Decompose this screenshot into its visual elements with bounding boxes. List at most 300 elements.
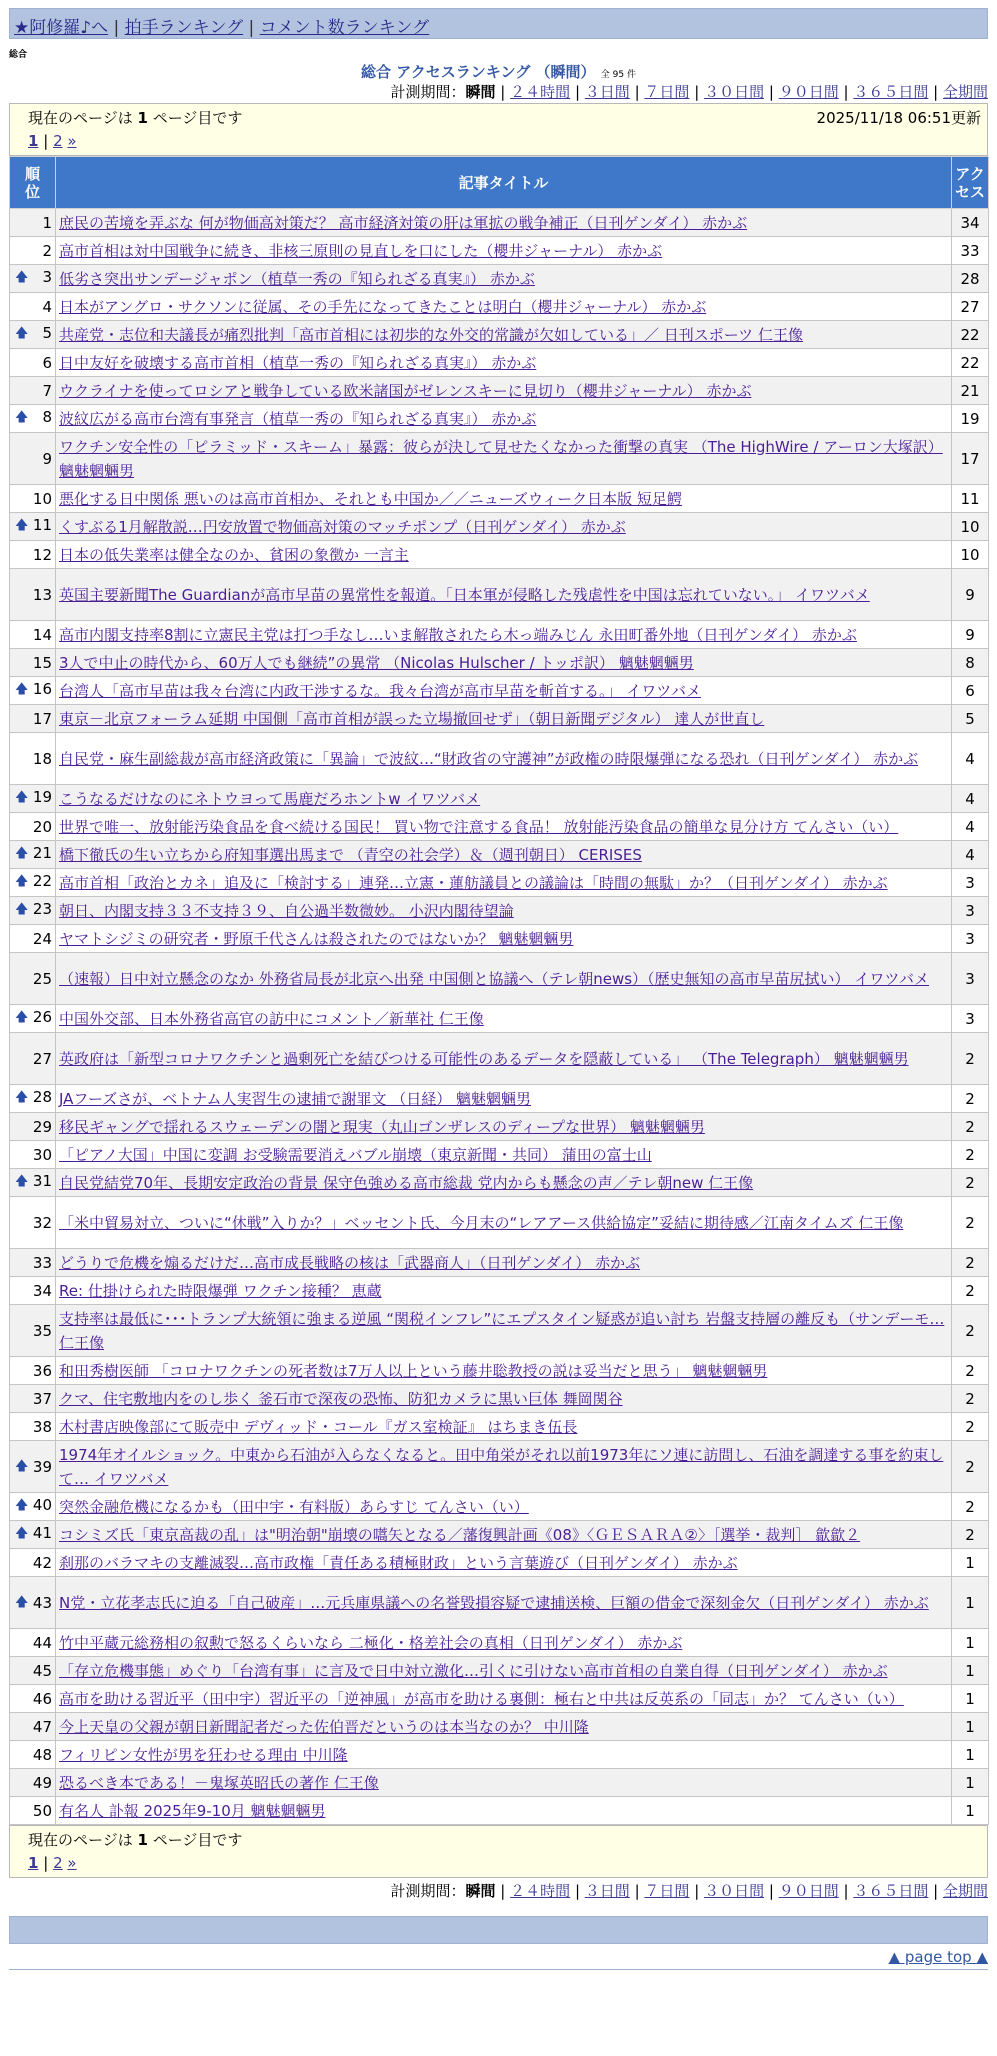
table-row xyxy=(10,209,989,237)
next-page-link[interactable]: » xyxy=(67,132,77,150)
rank-up-arrow-icon: 🡅 xyxy=(15,1594,29,1610)
top-nav xyxy=(9,8,988,39)
article-link[interactable]: 庶民の苦境を弄ぶな 何が物価高対策だ？ 高市経済対策の肝は軍拡の戦争補正（日刊ゲンダイ） 赤かぶ xyxy=(59,214,748,232)
rank-cell xyxy=(10,513,56,541)
access-count: 4 xyxy=(952,785,989,813)
rank-cell xyxy=(10,1385,56,1413)
article-link[interactable]: 英政府は「新型コロナワクチンと過剰死亡を結びつける可能性のあるデータを隠蔽している」 （The Telegraph） 魑魅魍魎男 xyxy=(59,1049,909,1068)
article-link[interactable]: 恐るべき本である！－鬼塚英昭氏の著作 仁王像 xyxy=(59,1774,379,1792)
article-link[interactable]: 高市首相「政治とカネ」追及に「検討する」連発…立憲・蓮舫議員との議論は「時間の無駄」か？（日刊ゲンダイ） 赤かぶ xyxy=(59,874,888,892)
access-count: 6 xyxy=(952,677,989,705)
access-count: 2 xyxy=(952,1493,989,1521)
rank-number: 24 xyxy=(32,929,52,948)
rank-cell xyxy=(10,1685,56,1713)
access-count: 4 xyxy=(952,813,989,841)
table-row xyxy=(10,569,989,621)
title-cell xyxy=(56,1685,952,1713)
home-link[interactable]: ★阿修羅♪へ xyxy=(14,18,109,38)
article-link[interactable]: 有名人 訃報 2025年9-10月 魑魅魍魎男 xyxy=(59,1802,326,1820)
access-count: 2 xyxy=(952,1141,989,1169)
rank-cell xyxy=(10,1741,56,1769)
period-link-4[interactable]: ９０日間 xyxy=(778,83,839,101)
page-text-pre: 現在のページは xyxy=(28,109,133,127)
table-row xyxy=(10,1357,989,1385)
access-count: 1 xyxy=(952,1741,989,1769)
title-cell xyxy=(56,1385,952,1413)
access-count: 2 xyxy=(952,1441,989,1493)
table-row xyxy=(10,869,989,897)
period-separator: | xyxy=(768,1882,774,1900)
rank-cell xyxy=(10,1441,56,1493)
period-link-1[interactable]: ３日間 xyxy=(584,1882,630,1900)
period-label: 計測期間： xyxy=(390,83,466,101)
period-separator: | xyxy=(634,1882,640,1900)
article-link[interactable]: こうなるだけなのにネトウヨって馬鹿だろホントw イワツバメ xyxy=(59,790,481,808)
rank-cell xyxy=(10,1657,56,1685)
article-link[interactable]: ヤマトシジミの研究者・野原千代さんは殺されたのではないか？ 魑魅魍魎男 xyxy=(59,930,574,948)
article-link[interactable]: 「米中貿易対立、ついに“休戦”入りか？」ベッセント氏、今月末の“レアアース供給協定”妥結に期待感／江南タイムズ 仁王像 xyxy=(59,1213,904,1232)
access-count: 17 xyxy=(952,433,989,485)
access-count: 19 xyxy=(952,405,989,433)
access-count: 34 xyxy=(952,209,989,237)
rank-number: 11 xyxy=(32,515,52,534)
period-link-4[interactable]: ９０日間 xyxy=(778,1882,839,1900)
period-separator: | xyxy=(843,1882,849,1900)
article-link[interactable]: クマ、住宅敷地内をのし歩く 釜石市で深夜の恐怖、防犯カメラに黒い巨体 舞岡関谷 xyxy=(59,1390,623,1408)
rank-number: 20 xyxy=(32,817,52,836)
rank-number: 28 xyxy=(32,1087,52,1106)
access-count: 2 xyxy=(952,1113,989,1141)
rank-number: 48 xyxy=(32,1745,52,1764)
table-row xyxy=(10,1305,989,1357)
rank-header-text: 順 位 xyxy=(24,164,40,201)
rank-cell xyxy=(10,405,56,433)
next-page-link[interactable]: » xyxy=(67,1854,77,1872)
rank-cell xyxy=(10,1033,56,1085)
title-cell xyxy=(56,925,952,953)
table-row xyxy=(10,349,989,377)
updated-timestamp: 2025/11/18 06:51更新 xyxy=(816,109,981,127)
rank-up-arrow-icon: 🡅 xyxy=(15,325,29,341)
footer-bar xyxy=(9,1916,988,1944)
article-link[interactable]: 中国外交部、日本外務省高官の訪中にコメント／新華社 仁王像 xyxy=(59,1010,484,1028)
access-count: 3 xyxy=(952,897,989,925)
rank-number: 5 xyxy=(42,323,52,342)
rank-up-arrow-icon: 🡅 xyxy=(15,1497,29,1513)
title-cell xyxy=(56,265,952,293)
table-row xyxy=(10,541,989,569)
rank-number: 42 xyxy=(32,1553,52,1572)
period-separator: | xyxy=(933,83,939,101)
rank-cell xyxy=(10,349,56,377)
rank-number: 34 xyxy=(32,1281,52,1300)
period-link-0[interactable]: ２４時間 xyxy=(510,1882,571,1900)
article-link[interactable]: 高市首相は対中国戦争に続き、非核三原則の見直しを口にした（櫻井ジャーナル） 赤かぶ xyxy=(59,242,663,260)
article-link[interactable]: Re: 仕掛けられた時限爆弾 ワクチン接種？ 恵蔵 xyxy=(59,1282,382,1300)
article-link[interactable]: 悪化する日中関係 悪いのは高市首相か、それとも中国か／／ニューズウィーク日本版 短足鰐 xyxy=(59,490,682,508)
article-link[interactable]: 東京－北京フォーラム延期 中国側「高市首相が誤った立場撤回せず」（朝日新聞デジタル） 達人が世直し xyxy=(59,710,765,728)
table-row xyxy=(10,265,989,293)
access-count: 2 xyxy=(952,1277,989,1305)
table-header-row xyxy=(10,157,989,209)
total-count: 全 95 件 xyxy=(600,70,636,80)
access-count: 4 xyxy=(952,841,989,869)
title-cell xyxy=(56,569,952,621)
rank-number: 26 xyxy=(32,1007,52,1026)
rank-up-arrow-icon: 🡅 xyxy=(15,901,29,917)
rank-cell xyxy=(10,1085,56,1113)
pagination-box xyxy=(9,103,988,156)
table-row xyxy=(10,1249,989,1277)
article-link[interactable]: 共産党・志位和夫議長が痛烈批判「高市首相には初歩的な外交的常識が欠如している」／ 日刊スポーツ 仁王像 xyxy=(59,326,803,344)
rank-number: 4 xyxy=(42,297,52,316)
rank-number: 44 xyxy=(32,1633,52,1652)
rank-number: 36 xyxy=(32,1361,52,1380)
title-cell xyxy=(56,1549,952,1577)
table-row xyxy=(10,1685,989,1713)
rank-cell xyxy=(10,569,56,621)
article-link[interactable]: 自民党・麻生副総裁が高市経済政策に「異論」で波紋…“財政省の守護神”が政権の時限爆弾になる恐れ（日刊ゲンダイ） 赤かぶ xyxy=(59,749,919,768)
title-cell xyxy=(56,1169,952,1197)
access-count: 2 xyxy=(952,1033,989,1085)
title-header: 記事タイトル xyxy=(56,157,952,209)
rank-number: 21 xyxy=(32,843,52,862)
table-row xyxy=(10,1033,989,1085)
category-label: 総合 xyxy=(9,50,28,60)
title-cell xyxy=(56,433,952,485)
period-link-5[interactable]: ３６５日間 xyxy=(853,83,929,101)
rank-cell xyxy=(10,621,56,649)
article-link[interactable]: 台湾人「高市早苗は我々台湾に内政干渉するな。我々台湾が高市早苗を斬首する。」 イワツバメ xyxy=(59,682,701,700)
article-link[interactable]: フィリピン女性が男を狂わせる理由 中川隆 xyxy=(59,1746,348,1764)
page-link-2[interactable]: 2 xyxy=(53,132,63,150)
rank-cell xyxy=(10,377,56,405)
rank-number: 1 xyxy=(42,213,52,232)
table-row xyxy=(10,705,989,733)
article-link[interactable]: ウクライナを使ってロシアと戦争している欧米諸国がゼレンスキーに見切り（櫻井ジャーナル） 赤かぶ xyxy=(59,382,752,400)
access-count: 11 xyxy=(952,485,989,513)
rank-number: 32 xyxy=(32,1213,52,1232)
rank-cell xyxy=(10,705,56,733)
period-current: 瞬間 xyxy=(465,1882,496,1900)
rank-cell xyxy=(10,1629,56,1657)
rank-number: 17 xyxy=(32,709,52,728)
article-link[interactable]: 和田秀樹医師 「コロナワクチンの死者数は7万人以上という藤井聡教授の説は妥当だと思う」 魑魅魍魎男 xyxy=(59,1362,768,1380)
table-row xyxy=(10,677,989,705)
title-cell xyxy=(56,1085,952,1113)
rank-number: 30 xyxy=(32,1145,52,1164)
access-count: 27 xyxy=(952,293,989,321)
article-link[interactable]: 竹中平蔵元総務相の叙勲で怒るくらいなら 二極化・格差社会の真相（日刊ゲンダイ） 赤かぶ xyxy=(59,1634,683,1652)
title-cell xyxy=(56,953,952,1005)
rank-number: 3 xyxy=(42,267,52,286)
rank-up-arrow-icon: 🡅 xyxy=(15,517,29,533)
table-row xyxy=(10,897,989,925)
access-header-text: アク セス xyxy=(954,164,985,201)
title-cell xyxy=(56,1493,952,1521)
article-link[interactable]: 今上天皇の父親が朝日新聞記者だった佐伯晋だというのは本当なのか？ 中川隆 xyxy=(59,1718,589,1736)
article-link[interactable]: 英国主要新聞The Guardianが高市早苗の異常性を報道。「日本軍が侵略した残虐性を中国は忘れていない。」 イワツバメ xyxy=(59,585,870,604)
period-link-3[interactable]: ３０日間 xyxy=(704,1882,765,1900)
period-separator: | xyxy=(574,1882,580,1900)
table-row xyxy=(10,321,989,349)
rank-up-arrow-icon: 🡅 xyxy=(15,789,29,805)
rank-number: 23 xyxy=(32,899,52,918)
rank-cell xyxy=(10,897,56,925)
access-count: 1 xyxy=(952,1577,989,1629)
period-selector-bottom xyxy=(9,1880,988,1902)
rank-number: 43 xyxy=(32,1593,52,1612)
rank-number: 35 xyxy=(32,1321,52,1340)
table-row xyxy=(10,1005,989,1033)
rank-cell xyxy=(10,733,56,785)
article-link[interactable]: 世界で唯一、放射能汚染食品を食べ続ける国民！ 買い物で注意する食品！ 放射能汚染食品の簡単な見分け方 てんさい（い） xyxy=(59,818,899,836)
table-row xyxy=(10,1113,989,1141)
title-cell xyxy=(56,1357,952,1385)
table-row xyxy=(10,377,989,405)
rank-cell xyxy=(10,485,56,513)
rank-cell xyxy=(10,321,56,349)
table-row xyxy=(10,785,989,813)
period-link-2[interactable]: ７日間 xyxy=(644,83,690,101)
rank-up-arrow-icon: 🡅 xyxy=(15,1173,29,1189)
table-row xyxy=(10,1385,989,1413)
rank-number: 18 xyxy=(32,749,52,768)
article-link[interactable]: N党・立花孝志氏に迫る「自己破産」…元兵庫県議への名誉毀損容疑で逮捕送検、巨額の借金で深刻金欠（日刊ゲンダイ） 赤かぶ xyxy=(59,1593,929,1612)
title-cell xyxy=(56,1413,952,1441)
article-link[interactable]: 朝日、内閣支持３３不支持３９、自公過半数微妙。 小沢内閣待望論 xyxy=(59,902,514,920)
title-cell xyxy=(56,785,952,813)
period-separator: | xyxy=(694,1882,700,1900)
rank-number: 7 xyxy=(42,381,52,400)
footer-links xyxy=(9,1944,988,1970)
table-row xyxy=(10,1577,989,1629)
table-row xyxy=(10,1441,989,1493)
page-separator: | xyxy=(43,132,49,150)
rank-cell xyxy=(10,677,56,705)
page-info-row xyxy=(28,1829,981,1851)
access-count: 2 xyxy=(952,1169,989,1197)
rank-header xyxy=(10,157,56,209)
rank-cell xyxy=(10,1797,56,1825)
article-link[interactable]: （速報）日中対立懸念のなか 外務省局長が北京へ出発 中国側と協議へ（テレ朝news）（歴史無知の高市早苗尻拭い） イワツバメ xyxy=(59,969,930,988)
title-cell xyxy=(56,1577,952,1629)
access-count: 1 xyxy=(952,1549,989,1577)
period-separator: | xyxy=(933,1882,939,1900)
table-row xyxy=(10,1769,989,1797)
access-count: 4 xyxy=(952,733,989,785)
period-separator: | xyxy=(694,83,700,101)
article-link[interactable]: コシミズ氏「東京高裁の乱」は"明治朝"崩壊の嚆矢となる／藩復興計画《08》〈ＧＥＳＡＲＡ②〉［選挙・裁判］ 歙歙２ xyxy=(59,1526,861,1544)
table-row xyxy=(10,1797,989,1825)
period-separator: | xyxy=(768,83,774,101)
rank-number: 15 xyxy=(32,653,52,672)
rank-cell xyxy=(10,1549,56,1577)
rank-cell xyxy=(10,1713,56,1741)
access-count: 2 xyxy=(952,1197,989,1249)
page-link-2[interactable]: 2 xyxy=(53,1854,63,1872)
rank-number: 22 xyxy=(32,871,52,890)
period-selector xyxy=(9,81,988,103)
page-text-post: ページ目です xyxy=(152,109,243,127)
title-cell xyxy=(56,1769,952,1797)
article-link[interactable]: 1974年オイルショック。中東から石油が入らなくなると。田中角栄がそれ以前1973年にソ連に訪問し、石油を調達する事を約束して… イワツバメ xyxy=(59,1445,944,1488)
article-link[interactable]: 日中友好を破壊する高市首相（植草一秀の『知られざる真実』） 赤かぶ xyxy=(59,354,537,372)
comment-ranking-link[interactable]: コメント数ランキング xyxy=(259,18,430,38)
article-link[interactable]: 低劣さ突出サンデージャポン（植草一秀の『知られざる真実』） 赤かぶ xyxy=(59,270,535,288)
table-row xyxy=(10,1493,989,1521)
access-count: 2 xyxy=(952,1413,989,1441)
table-row xyxy=(10,813,989,841)
access-count: 22 xyxy=(952,321,989,349)
article-link[interactable]: 日本がアングロ・サクソンに従属、その手先になってきたことは明白（櫻井ジャーナル） 赤かぶ xyxy=(59,298,707,316)
page-info-row xyxy=(28,107,981,129)
period-separator: | xyxy=(500,1882,506,1900)
table-row xyxy=(10,1413,989,1441)
rank-up-arrow-icon: 🡅 xyxy=(15,1525,29,1541)
rank-cell xyxy=(10,541,56,569)
access-count: 22 xyxy=(952,349,989,377)
table-row xyxy=(10,1197,989,1249)
article-link[interactable]: 3人で中止の時代から、60万人でも継続”の異常 （Nicolas Hulscher / トッポ訳） 魑魅魍魎男 xyxy=(59,654,694,672)
period-link-5[interactable]: ３６５日間 xyxy=(853,1882,929,1900)
period-link-6[interactable]: 全期間 xyxy=(942,83,988,101)
title-cell xyxy=(56,237,952,265)
ranking-title: 総合 アクセスランキング （瞬間） xyxy=(361,63,596,81)
table-row xyxy=(10,649,989,677)
page-link-1[interactable]: 1 xyxy=(28,1854,39,1872)
access-count: 8 xyxy=(952,649,989,677)
access-count: 28 xyxy=(952,265,989,293)
title-cell xyxy=(56,1629,952,1657)
rank-number: 27 xyxy=(32,1049,52,1068)
access-count: 21 xyxy=(952,377,989,405)
title-cell xyxy=(56,621,952,649)
article-link[interactable]: ワクチン安全性の「ピラミッド・スキーム」暴露：彼らが決して見せたくなかった衝撃の真実 （The HighWire / アーロン大塚訳） 魑魅魍魎男 xyxy=(59,437,943,480)
title-cell xyxy=(56,405,952,433)
period-link-6[interactable]: 全期間 xyxy=(942,1882,988,1900)
article-link[interactable]: 日本の低失業率は健全なのか、貧困の象徴か 一言主 xyxy=(59,546,409,564)
article-link[interactable]: 支持率は最低に･･･トランプ大統領に強まる逆風 “関税インフレ”にエプスタイン疑惑が追い討ち 岩盤支持層の離反も（サンデーモ… 仁王像 xyxy=(59,1309,945,1352)
rank-number: 45 xyxy=(32,1661,52,1680)
table-row xyxy=(10,1277,989,1305)
article-link[interactable]: 刹那のバラマキの支離滅裂…高市政権「責任ある積極財政」という言葉遊び（日刊ゲンダイ） 赤かぶ xyxy=(59,1554,738,1572)
rank-up-arrow-icon: 🡅 xyxy=(15,873,29,889)
rank-number: 8 xyxy=(42,407,52,426)
table-row xyxy=(10,621,989,649)
title-cell xyxy=(56,841,952,869)
title-cell xyxy=(56,209,952,237)
title-cell xyxy=(56,541,952,569)
article-link[interactable]: JAフーズさが、ベトナム人実習生の逮捕で謝罪文 （日経） 魑魅魍魎男 xyxy=(59,1090,532,1108)
table-row xyxy=(10,237,989,265)
article-link[interactable]: 自民党結党70年、長期安定政治の背景 保守色強める高市総裁 党内からも懸念の声／テレ朝new 仁王像 xyxy=(59,1174,754,1192)
page-link-1[interactable]: 1 xyxy=(28,132,39,150)
article-link[interactable]: 木村書店映像部にて販売中 デヴィッド・コール『ガス室検証』 はちまき伍長 xyxy=(59,1418,578,1436)
title-cell xyxy=(56,869,952,897)
access-count: 1 xyxy=(952,1685,989,1713)
article-link[interactable]: 高市内閣支持率8割に立憲民主党は打つ手なし…いま解散されたら木っ端みじん 永田町番外地（日刊ゲンダイ） 赤かぶ xyxy=(59,626,857,644)
table-row xyxy=(10,433,989,485)
rank-number: 29 xyxy=(32,1117,52,1136)
article-link[interactable]: くすぶる1月解散説…円安放置で物価高対策のマッチポンプ（日刊ゲンダイ） 赤かぶ xyxy=(59,518,626,536)
rank-cell xyxy=(10,953,56,1005)
rank-up-arrow-icon: 🡅 xyxy=(15,681,29,697)
rank-cell xyxy=(10,1277,56,1305)
article-link[interactable]: どうりで危機を煽るだけだ…高市成長戦略の核は「武器商人」（日刊ゲンダイ） 赤かぶ xyxy=(59,1254,641,1272)
article-link[interactable]: 「ピアノ大国」中国に変調 お受験需要消えバブル崩壊（東京新聞・共同） 蒲田の富士山 xyxy=(59,1146,652,1164)
period-link-0[interactable]: ２４時間 xyxy=(510,83,571,101)
title-cell xyxy=(56,897,952,925)
period-separator: | xyxy=(843,83,849,101)
article-link[interactable]: 波紋広がる高市台湾有事発言（植草一秀の『知られざる真実』） 赤かぶ xyxy=(59,410,537,428)
article-link[interactable]: 移民ギャングで揺れるスウェーデンの闇と現実（丸山ゴンザレスのディープな世界） 魑魅魍魎男 xyxy=(59,1118,705,1136)
access-count: 1 xyxy=(952,1769,989,1797)
rank-up-arrow-icon: 🡅 xyxy=(15,409,29,425)
access-count: 10 xyxy=(952,541,989,569)
article-link[interactable]: 橋下徹氏の生い立ちから府知事選出馬まで （青空の社会学）＆（週刊朝日） CERISES xyxy=(59,846,642,864)
article-link[interactable]: 突然金融危機になるかも（田中宇・有料版）あらすじ てんさい（い） xyxy=(59,1498,529,1516)
period-label: 計測期間： xyxy=(390,1882,466,1900)
page-number: 1 xyxy=(137,1831,148,1849)
title-cell xyxy=(56,1033,952,1085)
title-cell xyxy=(56,705,952,733)
article-link[interactable]: 「存立危機事態」めぐり「台湾有事」に言及で日中対立激化…引くに引けない高市首相の自業自得（日刊ゲンダイ） 赤かぶ xyxy=(59,1662,888,1680)
rank-cell xyxy=(10,1769,56,1797)
rank-up-arrow-icon: 🡅 xyxy=(15,1458,29,1474)
rank-cell xyxy=(10,1169,56,1197)
page-number: 1 xyxy=(137,109,148,127)
rank-number: 38 xyxy=(32,1417,52,1436)
rank-number: 13 xyxy=(32,585,52,604)
access-count: 1 xyxy=(952,1713,989,1741)
title-cell xyxy=(56,1113,952,1141)
table-row xyxy=(10,1741,989,1769)
access-count: 2 xyxy=(952,1357,989,1385)
title-cell xyxy=(56,1741,952,1769)
table-row xyxy=(10,1521,989,1549)
rank-cell xyxy=(10,1249,56,1277)
access-count: 10 xyxy=(952,513,989,541)
article-link[interactable]: 高市を助ける習近平（田中宇）習近平の「逆神風」が高市を助ける裏側：極右と中共は反英系の「同志」か？ てんさい（い） xyxy=(59,1690,904,1708)
rank-number: 49 xyxy=(32,1773,52,1792)
title-cell xyxy=(56,1305,952,1357)
rank-cell xyxy=(10,1413,56,1441)
rank-number: 41 xyxy=(32,1523,52,1542)
pagination-box-bottom xyxy=(9,1825,988,1878)
table-row xyxy=(10,1657,989,1685)
table-row xyxy=(10,841,989,869)
title-cell xyxy=(56,677,952,705)
title-cell xyxy=(56,1713,952,1741)
period-link-1[interactable]: ３日間 xyxy=(584,83,630,101)
period-link-3[interactable]: ３０日間 xyxy=(704,83,765,101)
page-top-link[interactable]: ▲ page top ▲ xyxy=(888,1948,988,1966)
rank-cell xyxy=(10,293,56,321)
rank-cell xyxy=(10,1005,56,1033)
period-link-2[interactable]: ７日間 xyxy=(644,1882,690,1900)
rank-cell xyxy=(10,1305,56,1357)
access-count: 1 xyxy=(952,1629,989,1657)
rank-cell xyxy=(10,925,56,953)
title-cell xyxy=(56,377,952,405)
rank-cell xyxy=(10,841,56,869)
applause-ranking-link[interactable]: 拍手ランキング xyxy=(124,18,244,38)
table-row xyxy=(10,293,989,321)
rank-number: 12 xyxy=(32,545,52,564)
title-cell xyxy=(56,1005,952,1033)
title-cell xyxy=(56,485,952,513)
